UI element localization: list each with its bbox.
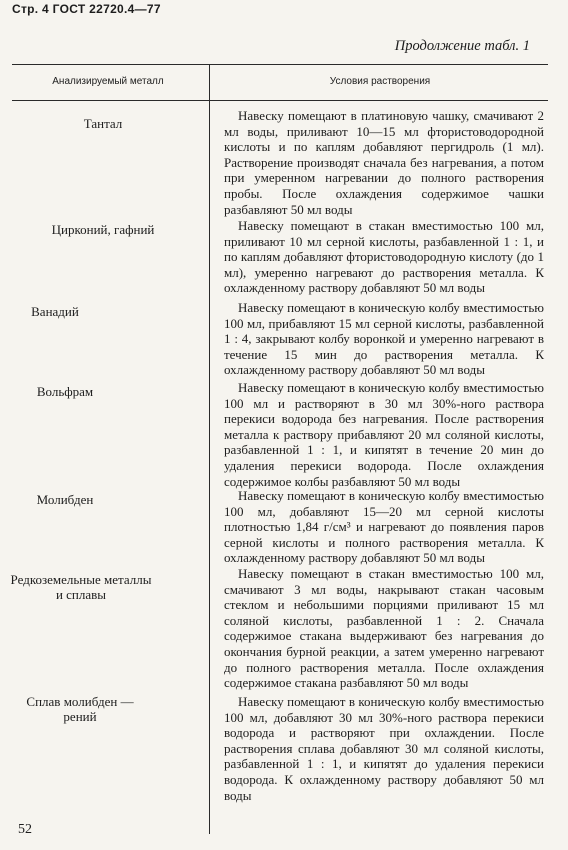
document-header: Стр. 4 ГОСТ 22720.4—77 <box>12 2 161 16</box>
column-divider <box>209 64 210 834</box>
table-row-conditions: Навеску помещают в коническую колбу вместимостью 100 мл, добавляют 15—20 мл серной кислоты плотностью 1,84 г/см³ и нагревают до появления паров серной кислоты и полного растворения металла. К охлажденному раствору добавляют 50 мл воды <box>224 488 544 566</box>
table-row-metal: Вольфрам <box>36 384 94 399</box>
header-bottom-rule <box>12 100 548 101</box>
table-row-conditions: Навеску помещают в стакан вместимостью 100 мл, смачивают 3 мл воды, накрывают стакан часовым стеклом и небольшими порциями приливают 15 мл соляной кислоты, разбавленной 1 : 2. Сначала содержимое стакана выдерживают без нагревания до окончания бурной реакции, а затем умеренно нагревают до полного растворения металла. После охлаждения содержимое стакана разбавляют 50 мл воды <box>224 566 544 691</box>
table-continuation-label: Продолжение табл. 1 <box>394 38 530 54</box>
table-row-conditions: Навеску помещают в платиновую чашку, смачивают 2 мл воды, приливают 10—15 мл фтористоводородной кислоты и по каплям добавляют пергидроль (1 мл). Растворение производят сначала без нагревания, а потом при умеренном нагревании до полного растворения пробы. После охлаждения содержимое чашки разбавляют 50 мл воды <box>224 108 544 217</box>
table-row-metal: Тантал <box>83 116 123 131</box>
column-header-conditions: Условия растворения <box>329 76 431 87</box>
table-row-metal: Молибден <box>36 492 94 507</box>
table-row-conditions: Навеску помещают в коническую колбу вместимостью 100 мл, добавляют 30 мл 30%-ного раствора перекиси водорода и растворяют при охлаждении. После растворения сплава добавляют 30 мл соляной кислоты, разбавленной 1 : 1, и кипятят до удаления перекиси водорода. К охлажденному раствору добавляют 50 мл воды <box>224 694 544 803</box>
table-row-conditions: Навеску помещают в стакан вместимостью 100 мл, приливают 10 мл серной кислоты, разбавленной 1 : 1, и по каплям добавляют фтористоводородную кислоту (до 1 мл), умеренно нагревают до растворения металла. К охлажденному раствору добавляют 50 мл воды <box>224 218 544 296</box>
table-row-metal: Редкоземельные металлы и сплавы <box>10 572 152 602</box>
table-row-metal: Ванадий <box>31 304 79 319</box>
table-row-metal: Сплав молибден — рений <box>26 694 134 724</box>
table-top-rule <box>12 64 548 65</box>
page-number: 52 <box>18 822 32 837</box>
table-row-metal: Цирконий, гафний <box>51 222 155 237</box>
table-row-conditions: Навеску помещают в коническую колбу вместимостью 100 мл, прибавляют 15 мл серной кислоты, разбавленной 1 : 4, закрывают колбу воронкой и умеренно нагревают в течение 15 мин до растворения металла. К охлажденному раствору добавляют 50 мл воды <box>224 300 544 378</box>
column-header-metal: Анализируемый металл <box>52 76 164 87</box>
table-row-conditions: Навеску помещают в коническую колбу вместимостью 100 мл и растворяют в 30 мл 30%-ного раствора перекиси водорода без нагревания. После растворения металла к раствору прибавляют 20 мл соляной кислоты, разбавленной 1 : 1, и кипятят в течение 20 мин до удаления перекиси водорода. После охлаждения содержимое колбы разбавляют 50 мл воды <box>224 380 544 489</box>
